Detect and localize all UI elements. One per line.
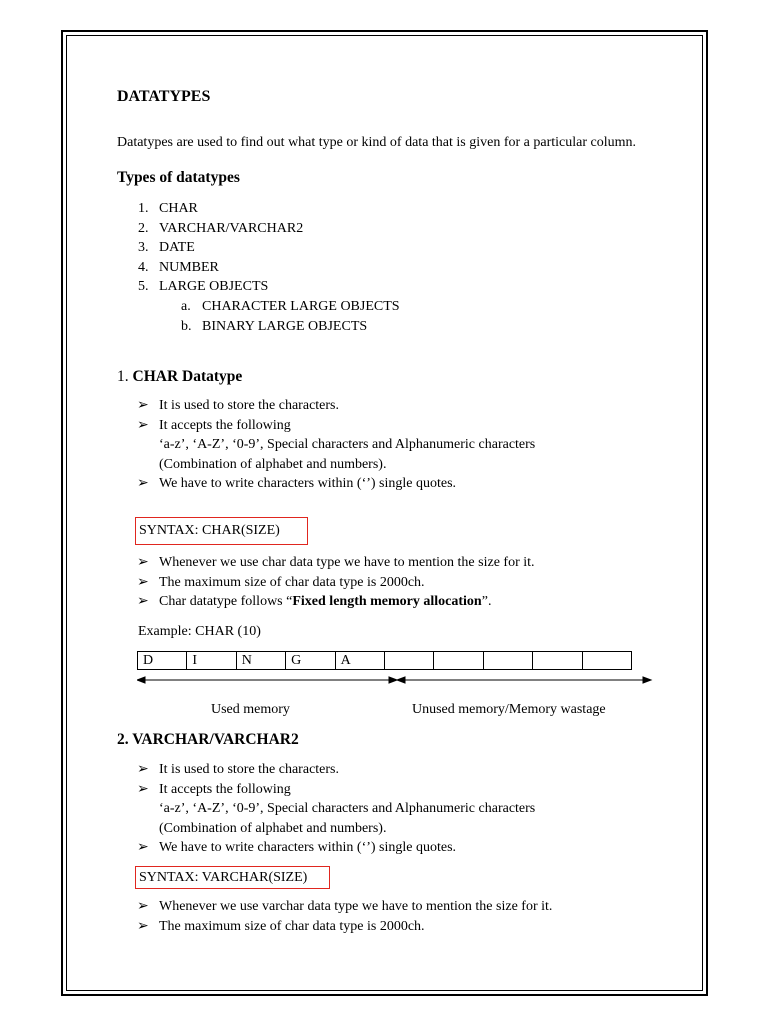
unused-memory-arrow <box>397 677 651 683</box>
memory-cell: A <box>335 652 384 670</box>
arrow-bullet-icon: ➢ <box>137 398 149 413</box>
list-number: 2. <box>138 220 149 236</box>
bullet-item <box>137 416 535 436</box>
bullet-bold-text: Fixed length memory allocation <box>292 594 482 609</box>
char-bullets <box>137 396 535 494</box>
char-heading-number: 1. <box>117 368 129 385</box>
list-label: DATE <box>159 240 195 256</box>
arrow-bullet-icon: ➢ <box>137 781 149 797</box>
bullet-item <box>137 592 535 612</box>
page-title: DATATYPES <box>117 88 211 105</box>
varchar-syntax-box: SYNTAX: VARCHAR(SIZE) <box>135 866 330 889</box>
types-heading: Types of datatypes <box>117 169 240 186</box>
bullet-continuation <box>137 819 535 839</box>
arrow-bullet-icon: ➢ <box>137 574 149 590</box>
list-label: BINARY LARGE OBJECTS <box>202 318 368 334</box>
list-number: 3. <box>138 240 149 256</box>
memory-arrows <box>137 673 653 687</box>
bullet-text: It accepts the following <box>159 781 291 797</box>
intro-paragraph: Datatypes are used to find out what type or kind of data that is given for a particular column. <box>117 135 637 150</box>
memory-cell <box>384 652 433 670</box>
list-letter: b. <box>181 318 192 334</box>
bullet-continuation <box>137 799 535 819</box>
list-label: LARGE OBJECTS <box>159 279 269 295</box>
list-number: 5. <box>138 279 149 295</box>
sublist-item <box>181 297 400 317</box>
bullet-text: The maximum size of char data type is 2000ch. <box>159 574 425 590</box>
bullet-text: Whenever we use char data type we have to mention the size for it. <box>159 555 535 570</box>
char-bullets-2 <box>137 553 535 612</box>
bullet-item <box>137 917 552 937</box>
bullet-continuation <box>137 455 535 475</box>
bullet-text: (Combination of alphabet and numbers). <box>159 820 387 836</box>
bullet-item <box>137 553 535 573</box>
memory-cell: I <box>187 652 236 670</box>
char-heading-text: CHAR Datatype <box>132 368 243 385</box>
list-item <box>138 219 400 239</box>
bullet-text: ”. <box>481 594 492 609</box>
list-number: 1. <box>138 201 149 216</box>
bullet-item <box>137 780 535 800</box>
list-item <box>138 238 400 258</box>
large-objects-sublist <box>138 297 400 336</box>
arrow-bullet-icon: ➢ <box>137 417 149 433</box>
bullet-text: We have to write characters within (‘’) single quotes. <box>159 840 457 855</box>
char-heading <box>117 368 242 386</box>
bullet-item <box>137 760 535 780</box>
varchar-bullets-2 <box>137 897 552 936</box>
list-item <box>138 199 400 219</box>
bullet-item <box>137 396 535 416</box>
bullet-item <box>137 474 535 494</box>
bullet-text: ‘a-z’, ‘A-Z’, ‘0-9’, Special characters and Alphanumeric characters <box>159 801 536 816</box>
bullet-item <box>137 573 535 593</box>
list-label: VARCHAR/VARCHAR2 <box>159 220 304 236</box>
unused-memory-label: Unused memory/Memory wastage <box>412 702 606 717</box>
memory-cell: D <box>138 652 187 670</box>
list-number: 4. <box>138 259 149 275</box>
used-memory-arrow <box>137 677 397 683</box>
arrow-bullet-icon: ➢ <box>137 899 149 914</box>
arrow-bullet-icon: ➢ <box>137 555 149 570</box>
varchar-heading: 2. VARCHAR/VARCHAR2 <box>117 731 299 748</box>
bullet-text: (Combination of alphabet and numbers). <box>159 456 387 472</box>
memory-cell <box>533 652 582 670</box>
bullet-text: Whenever we use varchar data type we have to mention the size for it. <box>159 899 553 914</box>
used-memory-label: Used memory <box>211 702 290 717</box>
list-letter: a. <box>181 298 191 314</box>
arrow-bullet-icon: ➢ <box>137 594 149 609</box>
bullet-item <box>137 897 552 917</box>
varchar-bullets <box>137 760 535 858</box>
memory-cell: N <box>236 652 285 670</box>
bullet-text: We have to write characters within (‘’) single quotes. <box>159 476 457 491</box>
char-example: Example: CHAR (10) <box>138 624 261 639</box>
bullet-text: ‘a-z’, ‘A-Z’, ‘0-9’, Special characters and Alphanumeric characters <box>159 437 536 452</box>
memory-cell: G <box>286 652 335 670</box>
bullet-continuation <box>137 435 535 455</box>
list-label: CHARACTER LARGE OBJECTS <box>202 298 400 314</box>
bullet-item <box>137 838 535 858</box>
list-item <box>138 277 400 334</box>
list-label: NUMBER <box>159 259 219 275</box>
arrow-bullet-icon: ➢ <box>137 840 149 855</box>
bullet-text: It is used to store the characters. <box>159 398 339 413</box>
arrow-bullet-icon: ➢ <box>137 476 149 491</box>
types-list <box>138 199 400 334</box>
char-syntax-box: SYNTAX: CHAR(SIZE) <box>135 517 308 545</box>
bullet-text: Char datatype follows “ <box>159 594 293 609</box>
sublist-item <box>181 317 400 337</box>
memory-cell <box>434 652 483 670</box>
arrow-bullet-icon: ➢ <box>137 918 149 934</box>
memory-cell <box>483 652 532 670</box>
arrow-bullet-icon: ➢ <box>137 762 149 777</box>
memory-cell <box>582 652 631 670</box>
bullet-text: It is used to store the characters. <box>159 762 339 777</box>
memory-cells-table <box>137 651 632 670</box>
list-item <box>138 258 400 278</box>
bullet-text: The maximum size of char data type is 2000ch. <box>159 918 425 934</box>
list-label: CHAR <box>159 201 198 216</box>
bullet-text: It accepts the following <box>159 417 291 433</box>
